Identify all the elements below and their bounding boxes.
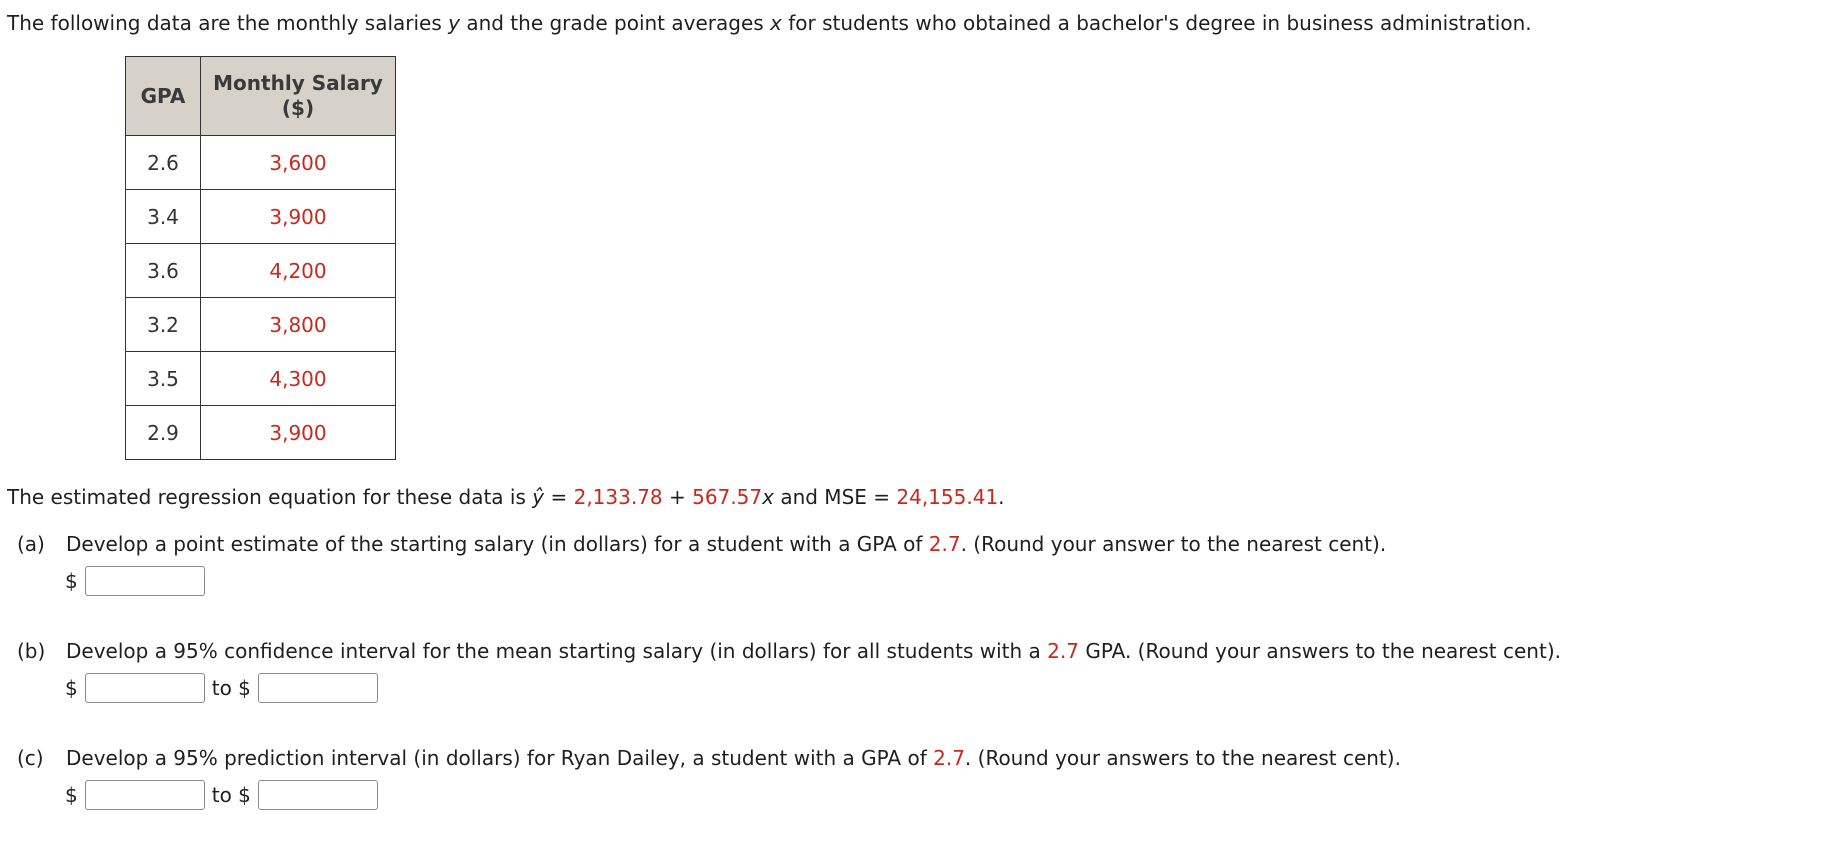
intro-text — [7, 10, 1532, 36]
gpa-cell: 3.6 — [126, 244, 201, 298]
var-x: x — [770, 11, 782, 35]
table-row — [126, 352, 396, 406]
y-hat: ŷ — [532, 485, 545, 509]
question-b — [17, 638, 1561, 664]
header-gpa: GPA — [126, 57, 201, 136]
confidence-upper-input[interactable] — [258, 673, 378, 703]
header-salary — [201, 57, 396, 136]
point-estimate-input[interactable] — [85, 566, 205, 596]
salary-cell: 3,900 — [201, 190, 396, 244]
equals-sign: = — [544, 485, 574, 509]
question-c-gpa-value: 2.7 — [933, 746, 965, 770]
question-b-text-2: GPA. (Round your answers to the nearest cent). — [1078, 639, 1561, 663]
question-c-text-1: Develop a 95% prediction interval (in dollars) for Ryan Dailey, a student with a GPA of — [66, 746, 934, 770]
gpa-cell: 3.2 — [126, 298, 201, 352]
period: . — [998, 485, 1005, 509]
to-label: to $ — [211, 676, 251, 700]
table-row — [126, 298, 396, 352]
answer-b-row — [65, 672, 378, 704]
dollar-sign: $ — [65, 569, 78, 593]
question-b-gpa-value: 2.7 — [1047, 639, 1079, 663]
question-b-tag: (b) — [17, 639, 46, 663]
answer-c-row — [65, 779, 378, 811]
slope-value: 567.57 — [692, 485, 763, 509]
question-a-text-2: . (Round your answer to the nearest cent). — [960, 532, 1387, 556]
prediction-upper-input[interactable] — [258, 780, 378, 810]
header-salary-label: Monthly Salary — [213, 71, 383, 95]
salary-table — [125, 56, 396, 460]
intro-text-2: and the grade point averages — [459, 11, 771, 35]
table-row — [126, 406, 396, 460]
question-a-tag: (a) — [17, 532, 45, 556]
mse-label: and MSE = — [773, 485, 897, 509]
answer-a-row — [65, 565, 205, 597]
intro-text-1: The following data are the monthly salaries — [7, 11, 449, 35]
salary-cell: 4,300 — [201, 352, 396, 406]
prediction-lower-input[interactable] — [85, 780, 205, 810]
question-a-gpa-value: 2.7 — [928, 532, 961, 556]
regression-equation — [7, 484, 1005, 510]
salary-cell: 4,200 — [201, 244, 396, 298]
gpa-cell: 3.4 — [126, 190, 201, 244]
salary-cell: 3,900 — [201, 406, 396, 460]
to-label: to $ — [211, 783, 251, 807]
intercept-value: 2,133.78 — [573, 485, 663, 509]
table-row — [126, 190, 396, 244]
dollar-sign: $ — [65, 783, 78, 807]
salary-cell: 3,800 — [201, 298, 396, 352]
table-header-row — [126, 57, 396, 136]
question-a-text-1: Develop a point estimate of the starting salary (in dollars) for a student with a GPA of — [66, 532, 929, 556]
dollar-sign: $ — [65, 676, 78, 700]
question-c — [17, 745, 1401, 771]
gpa-cell: 2.6 — [126, 136, 201, 190]
gpa-cell: 2.9 — [126, 406, 201, 460]
question-c-text-2: . (Round your answers to the nearest cent). — [964, 746, 1401, 770]
question-a — [17, 531, 1386, 557]
salary-cell: 3,600 — [201, 136, 396, 190]
regression-prefix: The estimated regression equation for these data is — [7, 485, 533, 509]
table-row — [126, 244, 396, 298]
table-row — [126, 136, 396, 190]
question-c-tag: (c) — [17, 746, 44, 770]
confidence-lower-input[interactable] — [85, 673, 205, 703]
var-y: y — [448, 11, 460, 35]
gpa-cell: 3.5 — [126, 352, 201, 406]
mse-value: 24,155.41 — [896, 485, 999, 509]
intro-text-3: for students who obtained a bachelor's degree in business administration. — [781, 11, 1532, 35]
question-b-text-1: Develop a 95% confidence interval for the mean starting salary (in dollars) for all students with a — [66, 639, 1048, 663]
header-salary-unit: ($) — [281, 96, 315, 120]
var-x: x — [762, 485, 774, 509]
plus-sign: + — [662, 485, 693, 509]
